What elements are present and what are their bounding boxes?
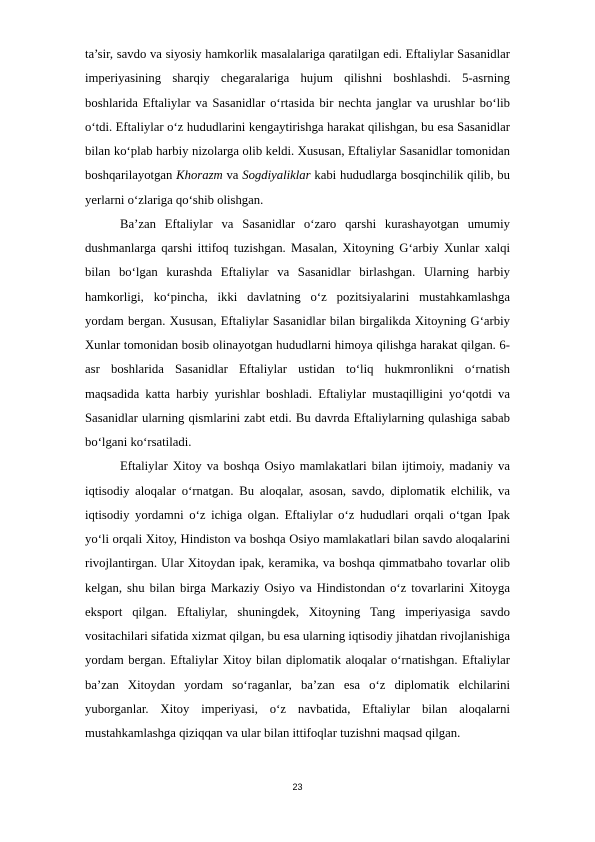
paragraph-text: ta’sir, savdo va siyosiy hamkorlik masalalariga qaratilgan edi. Eftaliylar Sasanidlar imperiyasining sharqiy chegaralariga hujum qilishni boshlashdi. 5-asrning boshlarida Eftaliylar va Sasanidlar o‘rtasida bir nechta janglar va urushlar bo‘lib o‘tdi. Eftaliylar o‘z hududlarini kengaytirishga harakat qilishgan, bu esa Sasanidlar bilan ko‘plab harbiy nizolarga olib keldi. Xususan, Eftaliylar Sasanidlar tomonidan boshqarilayotgan — [85, 47, 510, 183]
paragraph-text: kabi hududlarga bosqinchilik qilib, bu yerlarni o‘zlariga qo‘shib olishgan. — [85, 168, 510, 207]
paragraph-text: va — [222, 168, 243, 183]
paragraph-continuation — [85, 42, 510, 212]
italic-term-khorazm: Khorazm — [176, 168, 223, 183]
paragraph-relations-with-china: Eftaliylar Xitoy va boshqa Osiyo mamlakatlari bilan ijtimoiy, madaniy va iqtisodiy aloqalar o‘rnatgan. Bu aloqalar, asosan, savdo, diplomatik elchilik, va iqtisodiy yordamni o‘z ichiga olgan. Eftaliylar o‘z hududlari orqali o‘tgan Ipak yo‘li orqali Xitoy, Hindiston va boshqa Osiyo mamlakatlari bilan savdo aloqalarini rivojlantirgan. Ular Xitoydan ipak, keramika, va boshqa qimmatbaho tovarlar olib kelgan, shu bilan birga Markaziy Osiyo va Hindistondan o‘z tovarlarini Xitoyga eksport qilgan. Eftaliylar, shuningdek, Xitoyning Tang imperiyasiga savdo vositachilari sifatida xizmat qilgan, bu esa ularning iqtisodiy jihatdan rivojlanishiga yordam bergan. Eftaliylar Xitoy bilan diplomatik aloqalar o‘rnatishgan. Eftaliylar ba’zan Xitoydan yordam so‘raganlar, ba’zan esa o‘z diplomatik elchilarini yuborganlar. Xitoy imperiyasi, o‘z navbatida, Eftaliylar bilan aloqalarni mustahkamlashga qiziqqan va ular bilan ittifoqlar tuzishni maqsad qilgan. — [85, 459, 510, 740]
page-number: 23 — [292, 782, 303, 792]
paragraph-alliances: Ba’zan Eftaliylar va Sasanidlar o‘zaro qarshi kurashayotgan umumiy dushmanlarga qarshi ittifoq tuzishgan. Masalan, Xitoyning G‘arbiy Xunlar xalqi bilan bo‘lgan kurashda Eftaliylar va Sasanidlar birlashgan. Ularning harbiy hamkorligi, ko‘pincha, ikki davlatning o‘z pozitsiyalarini mustahkamlashga yordam bergan. Xususan, Eftaliylar Sasanidlar bilan birgalikda Xitoyning G‘arbiy Xunlar tomonidan bosib olinayotgan hududlarni himoya qilishga harakat qilgan. 6-asr boshlarida Sasanidlar Eftaliylar ustidan to‘liq hukmronlikni o‘rnatish maqsadida katta harbiy yurishlar boshladi. Eftaliylar mustaqilligini yo‘qotdi va Sasanidlar ularning qismlarini zabt etdi. Bu davrda Eftaliylarning qulashiga sabab bo‘lgani ko‘rsatiladi. — [85, 216, 510, 449]
document-body — [85, 42, 510, 745]
italic-term-sogdiyaliklar: Sogdiyaliklar — [242, 168, 311, 183]
